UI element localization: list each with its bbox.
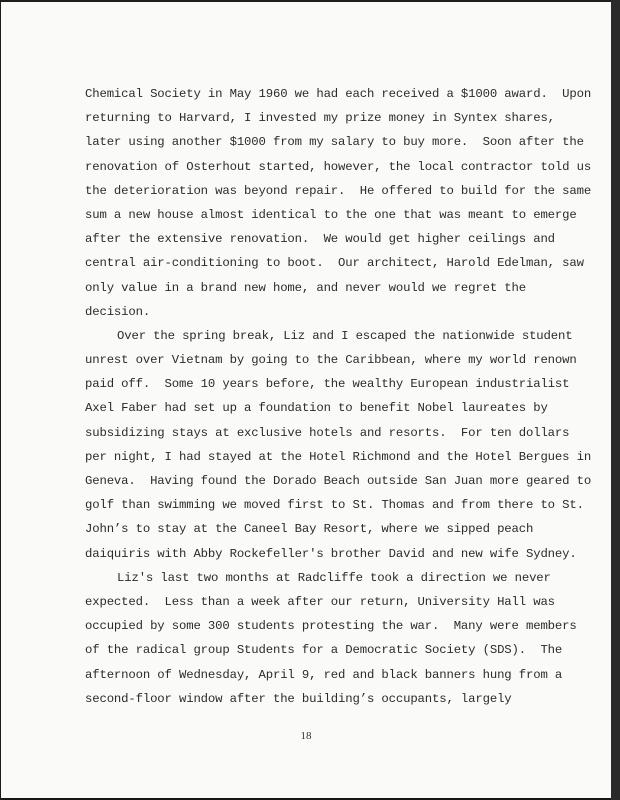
text-line: occupied by some 300 students protesting the war. Many were members (85, 619, 577, 634)
text-line: per night, I had stayed at the Hotel Richmond and the Hotel Bergues in (85, 449, 592, 464)
text-line: later using another $1000 from my salary to buy more. Soon after the (85, 135, 584, 150)
text-line: Over the spring break, Liz and I escaped the nationwide student (117, 328, 573, 343)
scan-edge (611, 0, 620, 800)
paragraph-2 (85, 324, 592, 566)
body-text (85, 82, 592, 711)
page-number: 18 (300, 730, 312, 742)
text-line: expected. Less than a week after our return, University Hall was (85, 594, 555, 609)
text-line: subsidizing stays at exclusive hotels and resorts. For ten dollars (85, 425, 570, 440)
text-line: the deterioration was beyond repair. He offered to build for the same (85, 183, 592, 198)
paragraph-3 (85, 566, 585, 711)
text-line: after the extensive renovation. We would get higher ceilings and (85, 232, 555, 247)
text-line: decision. (85, 304, 151, 319)
text-line: returning to Harvard, I invested my prize money in Syntex shares, (85, 111, 555, 126)
text-line: Axel Faber had set up a foundation to benefit Nobel laureates by (85, 401, 548, 416)
text-line: Geneva. Having found the Dorado Beach outside San Juan more geared to (85, 474, 592, 488)
text-line: paid off. Some 10 years before, the wealthy European industrialist (85, 377, 570, 392)
text-line: unrest over Vietnam by going to the Caribbean, where my world renown (85, 353, 577, 368)
text-line: golf than swimming we moved first to St. Thomas and from there to St. (85, 498, 584, 513)
text-line: renovation of Osterhout started, however, the local contractor told us (85, 159, 592, 174)
text-line: Liz's last two months at Radcliffe took a direction we never (117, 570, 551, 585)
text-line: daiquiris with Abby Rockefeller's brother David and new wife Sydney. (85, 546, 577, 561)
text-line: sum a new house almost identical to the one that was meant to emerge (85, 207, 577, 222)
text-line: John’s to stay at the Caneel Bay Resort, where we sipped peach (85, 522, 534, 537)
text-line: Chemical Society in May 1960 we had each received a $1000 award. Upon (85, 87, 592, 101)
text-line: only value in a brand new home, and never would we regret the (85, 280, 526, 295)
text-line: of the radical group Students for a Democratic Society (SDS). The (85, 643, 563, 658)
text-line: second-floor window after the building’s occupants, largely (85, 691, 512, 706)
text-line: central air-conditioning to boot. Our architect, Harold Edelman, saw (85, 256, 584, 271)
paragraph-1 (85, 82, 592, 324)
text-line: afternoon of Wednesday, April 9, red and black banners hung from a (85, 667, 563, 682)
paper-sheet (1, 2, 611, 798)
